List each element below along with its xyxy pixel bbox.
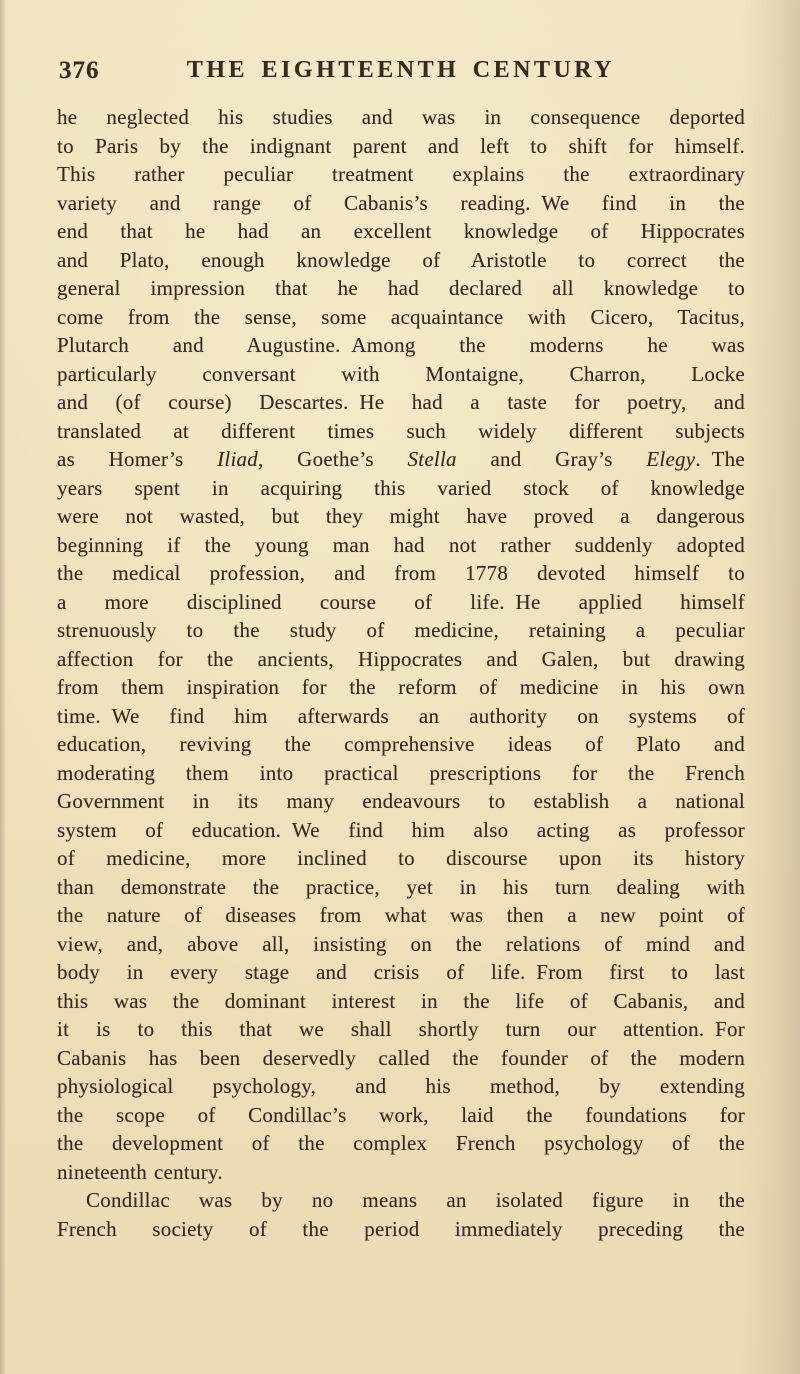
text-line: system of education. We find him also acting as professor: [57, 817, 745, 842]
text-line: affection for the ancients, Hippocrates and Galen, but drawing: [57, 646, 745, 671]
text-line: he neglected his studies and was in consequence deported: [57, 105, 745, 129]
text-line: as Homer’s Iliad, Goethe’s Stella and Gray’s Elegy. The: [57, 447, 746, 471]
text-line: and Plato, enough knowledge of Aristotle to correct the: [57, 247, 745, 272]
text-line: the nature of diseases from what was then a new point of: [57, 903, 745, 927]
body-text: [57, 103, 745, 1243]
text-line: than demonstrate the practice, yet in his turn dealing with: [57, 874, 745, 899]
text-line: to Paris by the indignant parent and left to shift for himself.: [57, 133, 745, 158]
text-line: view, and, above all, insisting on the relations of mind and: [57, 931, 745, 956]
text-line: translated at different times such widely different subjects: [57, 418, 745, 443]
text-line: time. We find him afterwards an authority on systems of: [57, 703, 745, 728]
text-line: This rather peculiar treatment explains the extraordinary: [57, 162, 745, 186]
text-line: French society of the period immediately preceding the: [57, 1216, 745, 1241]
text-line: education, reviving the comprehensive ideas of Plato and: [57, 732, 745, 756]
text-line: from them inspiration for the reform of medicine in his own: [57, 675, 745, 699]
text-line: a more disciplined course of life. He applied himself: [57, 589, 745, 614]
text-line: the medical profession, and from 1778 devoted himself to: [57, 561, 745, 585]
text-line: the development of the complex French psychology of the: [57, 1131, 745, 1155]
text-line: Condillac was by no means an isolated figure in the: [86, 1188, 745, 1212]
text-line: it is to this that we shall shortly turn our attention. For: [57, 1017, 745, 1041]
text-line: moderating them into practical prescriptions for the French: [57, 760, 745, 785]
running-header: [57, 57, 745, 93]
text-line: were not wasted, but they might have proved a dangerous: [57, 504, 745, 528]
text-line: general impression that he had declared all knowledge to: [57, 276, 745, 300]
text-line: years spent in acquiring this varied stock of knowledge: [57, 475, 745, 500]
text-line: Cabanis has been deservedly called the founder of the modern: [57, 1045, 745, 1070]
text-line: body in every stage and crisis of life. From first to last: [57, 960, 745, 984]
text-line: come from the sense, some acquaintance with Cicero, Tacitus,: [57, 304, 745, 329]
text-line: end that he had an excellent knowledge of Hippocrates: [57, 219, 745, 243]
text-line: particularly conversant with Montaigne, Charron, Locke: [57, 361, 745, 386]
italic-text: Elegy: [646, 447, 696, 471]
text-line: physiological psychology, and his method, by extending: [57, 1074, 745, 1098]
text-line: variety and range of Cabanis’s reading. We find in the: [57, 190, 745, 215]
page-title: THE EIGHTEENTH CENTURY: [186, 57, 616, 83]
text-line: nineteenth century.: [57, 1159, 223, 1184]
text-line: beginning if the young man had not rather suddenly adopted: [57, 532, 745, 557]
italic-text: Iliad: [217, 447, 259, 471]
italic-text: Stella: [407, 447, 457, 471]
text-line: Plutarch and Augustine. Among the moderns he was: [57, 333, 745, 357]
page-number: 376: [59, 57, 100, 84]
text-line: this was the dominant interest in the life of Cabanis, and: [57, 988, 745, 1013]
text-line: strenuously to the study of medicine, retaining a peculiar: [57, 618, 745, 642]
text-line: of medicine, more inclined to discourse upon its history: [57, 846, 745, 870]
text-line: and (of course) Descartes. He had a taste for poetry, and: [57, 390, 745, 414]
text-line: the scope of Condillac’s work, laid the foundations for: [57, 1102, 745, 1127]
text-line: Government in its many endeavours to establish a national: [57, 789, 745, 813]
